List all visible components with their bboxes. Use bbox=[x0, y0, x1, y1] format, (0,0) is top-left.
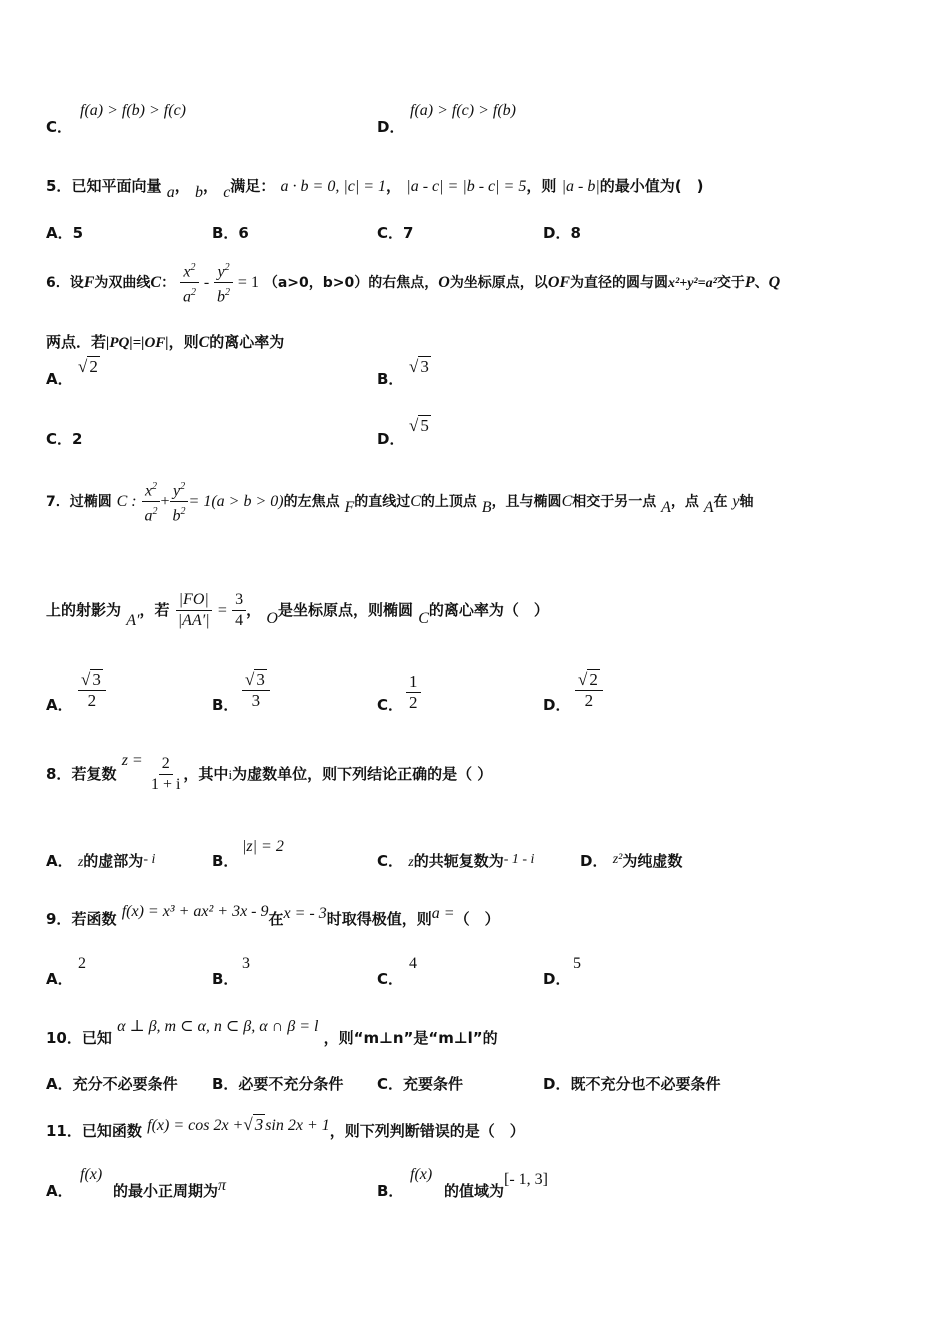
q8-option-d[interactable] bbox=[580, 850, 682, 871]
q7-line2-text-a: 上的射影为 bbox=[46, 601, 122, 619]
q11-text-2: ，则下列判断错误的是（ ） bbox=[329, 1122, 525, 1140]
q7-eq-x-fraction: $\frac{x^2}{a^2}$ bbox=[142, 477, 161, 527]
q8-option-d-z: z² bbox=[612, 852, 623, 867]
q9-text-2: 在 bbox=[268, 910, 284, 928]
q6-option-c[interactable]: C．2 bbox=[46, 430, 83, 448]
q7-text-2: 的左焦点 bbox=[283, 493, 340, 510]
q7-eq-y-fraction: $\frac{y^2}{b^2}$ bbox=[170, 477, 189, 527]
q7-stem-line-1 bbox=[46, 477, 754, 527]
q6-stem-line-1 bbox=[46, 258, 780, 308]
q8-option-a[interactable] bbox=[46, 850, 155, 871]
q8-option-b-value: |z| = 2 bbox=[242, 838, 284, 855]
q5-text-3: ，则 bbox=[526, 177, 557, 195]
q6-eq-minus: - bbox=[203, 273, 210, 291]
q7-c-3: C bbox=[418, 610, 429, 627]
q7-a: A bbox=[661, 498, 671, 516]
q7-ratio-denominator: |AA′| bbox=[177, 612, 210, 629]
q7-sep: ， bbox=[246, 601, 262, 619]
q8-fraction-numerator: 2 bbox=[159, 754, 173, 775]
q11-option-b-f: f(x) bbox=[410, 1166, 433, 1183]
q9-option-a-label[interactable]: A． bbox=[46, 970, 73, 988]
q5-text-4: 的最小值为( ) bbox=[599, 177, 704, 195]
q9-number: 9． bbox=[46, 910, 72, 928]
q8-option-a-z: z bbox=[77, 855, 84, 870]
q10-option-a[interactable]: A．充分不必要条件 bbox=[46, 1075, 178, 1093]
q6-c-2: C bbox=[198, 334, 210, 351]
q6-eq-y: y bbox=[217, 263, 225, 281]
q6-option-d-value: √ 5 bbox=[409, 416, 429, 435]
q8-text-1: 若复数 bbox=[71, 765, 117, 783]
q7-eq-a: a bbox=[144, 507, 153, 525]
q11-option-b-label[interactable]: B． bbox=[377, 1182, 404, 1200]
q7-eq-y: y bbox=[172, 482, 181, 500]
q6-text-8: 、 bbox=[754, 274, 769, 291]
q8-text-2: ，其中 bbox=[183, 765, 229, 783]
q5-number: 5． bbox=[46, 177, 72, 195]
q11-text-1: 已知函数 bbox=[81, 1122, 142, 1140]
q7-option-b-value: $\frac{√ 3}{3}$ bbox=[242, 670, 270, 711]
q7-o: O bbox=[266, 610, 278, 627]
q7-stem-line-2 bbox=[46, 590, 549, 631]
q7-ratio-numerator: |FO| bbox=[176, 590, 212, 611]
q9-text-4: （ ） bbox=[454, 910, 500, 928]
q7-eq-lead: C : bbox=[116, 492, 137, 510]
q7-f: F bbox=[344, 498, 355, 516]
q4-option-d-label[interactable]: D． bbox=[377, 118, 405, 136]
q7-option-a-value: $\frac{√ 3}{2}$ bbox=[78, 670, 106, 711]
q9-option-c-value: 4 bbox=[409, 955, 417, 972]
q9-option-b-value: 3 bbox=[242, 955, 250, 972]
q6-text-5: 为坐标原点，以 bbox=[449, 274, 548, 291]
q7-ratio-value-numerator: 3 bbox=[232, 590, 246, 611]
q8-fraction-denominator: 1 + i bbox=[150, 776, 181, 793]
q10-option-d[interactable]: D．既不充分也不必要条件 bbox=[543, 1075, 721, 1093]
q6-stem-line-2 bbox=[46, 331, 284, 352]
q7-option-c-label[interactable]: C． bbox=[377, 696, 404, 714]
q10-text-1: 已知 bbox=[81, 1029, 112, 1047]
q8-option-d-label[interactable]: D． bbox=[580, 852, 608, 870]
q7-y: y bbox=[732, 492, 740, 510]
q8-option-c-value: - 1 - i bbox=[503, 852, 535, 867]
q8-i: i bbox=[228, 767, 233, 782]
q6-number: 6． bbox=[46, 274, 70, 291]
q6-of: OF bbox=[547, 273, 571, 291]
q6-eq-rhs: = 1 bbox=[237, 273, 259, 291]
q6-option-a-value: √ 2 bbox=[78, 357, 98, 376]
q4-option-c-math: f(a) > f(b) > f(c) bbox=[80, 102, 186, 119]
q9-text-3: 时取得极值，则 bbox=[326, 910, 432, 928]
q7-text-3: 的直线过 bbox=[354, 493, 411, 510]
q9-option-c-label[interactable]: C． bbox=[377, 970, 404, 988]
q6-text-3: ： bbox=[161, 274, 176, 291]
q4-option-c-label[interactable]: C． bbox=[46, 118, 73, 136]
q11-option-b-value: [- 1, 3] bbox=[504, 1171, 548, 1188]
q5-option-b[interactable]: B．6 bbox=[212, 224, 249, 242]
q5-condition-1: a · b = 0, |c| = 1 bbox=[280, 178, 387, 195]
q11-option-a-label[interactable]: A． bbox=[46, 1182, 73, 1200]
q6-text-7: 交于 bbox=[716, 274, 745, 291]
q9-option-a-value: 2 bbox=[78, 955, 86, 972]
q8-option-a-text: 的虚部为 bbox=[83, 852, 144, 870]
q7-a-prime: A′ bbox=[126, 612, 140, 629]
q6-eq-x-fraction: $\frac{x^2}{a^2}$ bbox=[180, 258, 199, 308]
q6-text-4: （a>0，b>0）的右焦点， bbox=[263, 274, 439, 291]
q11-stem bbox=[46, 1115, 525, 1141]
q11-option-b-text: 的值域为[- 1, 3] bbox=[444, 1171, 548, 1200]
q5-sep-3: ， bbox=[386, 177, 402, 195]
q7-eq-rhs: = 1(a > b > 0) bbox=[188, 492, 284, 510]
q10-text-2: ，则“m⊥n”是“m⊥l”的 bbox=[323, 1029, 498, 1047]
q6-c: C bbox=[150, 273, 162, 291]
q9-stem bbox=[46, 903, 500, 929]
q7-c-2: C bbox=[561, 492, 573, 510]
q5-stem bbox=[46, 175, 704, 201]
q6-eq-b: b bbox=[217, 288, 226, 306]
q6-option-b-value: √ 3 bbox=[409, 357, 429, 376]
q6-f: F bbox=[83, 273, 95, 291]
q8-option-c[interactable] bbox=[377, 850, 534, 871]
q8-stem bbox=[46, 754, 492, 795]
q7-number: 7． bbox=[46, 493, 70, 510]
q10-option-b[interactable]: B．必要不充分条件 bbox=[212, 1075, 344, 1093]
q5-option-a[interactable]: A．5 bbox=[46, 224, 84, 242]
q5-sep-2: ， bbox=[202, 177, 218, 195]
q4-option-d-math: f(a) > f(c) > f(b) bbox=[410, 102, 516, 119]
q7-eq-x: x bbox=[144, 482, 153, 500]
q6-circle-eq: x²+y²=a² bbox=[668, 275, 717, 291]
q8-option-d-text: 为纯虚数 bbox=[622, 852, 683, 870]
q6-option-d-label[interactable]: D． bbox=[377, 430, 405, 448]
q7-text-1: 过椭圆 bbox=[69, 493, 112, 510]
q7-text-8: 在 bbox=[713, 493, 728, 510]
q9-text-1: 若函数 bbox=[71, 910, 117, 928]
q6-line2-text-c: 的离心率为 bbox=[209, 333, 285, 351]
q7-line2-text-d: 的离心率为（ ） bbox=[428, 601, 549, 619]
q7-eq-plus: + bbox=[160, 492, 170, 510]
q7-option-a-label[interactable]: A． bbox=[46, 696, 73, 714]
q7-ratio-value-denominator: 4 bbox=[235, 612, 244, 629]
q6-condition: |PQ|=|OF| bbox=[106, 335, 169, 351]
q10-number: 10． bbox=[46, 1029, 82, 1047]
q7-eq-b: b bbox=[172, 507, 181, 525]
q10-condition: α ⊥ β, m ⊂ α, n ⊂ β, α ∩ β = l bbox=[117, 1018, 319, 1035]
q5-vec-c: c bbox=[223, 184, 231, 201]
q9-option-d-value: 5 bbox=[573, 955, 581, 972]
q11-option-a-text: 的最小正周期为π bbox=[113, 1177, 227, 1200]
q7-ratio-fraction bbox=[175, 590, 213, 631]
q6-eq-y-fraction: $\frac{y^2}{b^2}$ bbox=[214, 258, 233, 308]
q9-option-d-label[interactable]: D． bbox=[543, 970, 571, 988]
q8-option-c-label[interactable]: C． bbox=[377, 852, 404, 870]
q8-z: z = bbox=[121, 752, 143, 769]
q8-fraction bbox=[148, 754, 183, 795]
q8-option-c-text: 的共轭复数为 bbox=[413, 852, 504, 870]
q7-line2-text-c: 是坐标原点，则椭圆 bbox=[277, 601, 413, 619]
q11-function: f(x) = cos 2x +√ 3 sin 2x + 1 bbox=[147, 1115, 330, 1134]
q7-ratio-value bbox=[232, 590, 246, 631]
q7-option-d-value: $\frac{√ 2}{2}$ bbox=[575, 670, 603, 711]
q6-text-2: 为双曲线 bbox=[94, 274, 151, 291]
q5-option-c[interactable]: C．7 bbox=[377, 224, 414, 242]
q8-option-a-value: - i bbox=[143, 852, 156, 867]
q11-option-a-value: π bbox=[218, 1177, 227, 1194]
q6-eq-a: a bbox=[182, 288, 191, 306]
q6-text-6: 为直径的圆与圆 bbox=[570, 274, 669, 291]
q7-text-7: ，点 bbox=[670, 493, 699, 510]
q5-vec-a: a bbox=[166, 184, 175, 201]
q6-option-a-label[interactable]: A． bbox=[46, 370, 73, 388]
q11-option-a-f: f(x) bbox=[80, 1166, 103, 1183]
q7-option-d-label[interactable]: D． bbox=[543, 696, 571, 714]
q6-option-b-label[interactable]: B． bbox=[377, 370, 404, 388]
q9-function: f(x) = x³ + ax² + 3x - 9 bbox=[121, 903, 269, 920]
q11-number: 11． bbox=[46, 1122, 82, 1140]
q7-ratio-equals: = bbox=[217, 602, 227, 619]
q7-c: C bbox=[410, 492, 421, 510]
q7-a-2: A bbox=[703, 498, 714, 516]
q7-b: B bbox=[481, 498, 492, 516]
q5-text-2: 满足： bbox=[230, 177, 276, 195]
q8-option-b-label[interactable]: B． bbox=[212, 852, 239, 870]
q6-line2-text-b: ，则 bbox=[168, 333, 199, 351]
q5-vec-b: b bbox=[194, 184, 203, 201]
q7-line2-text-b: ，若 bbox=[139, 601, 170, 619]
q5-expression: |a - b| bbox=[561, 178, 600, 195]
q7-text-5: ，且与椭圆 bbox=[491, 493, 562, 510]
q6-o: O bbox=[438, 273, 450, 291]
q8-text-3: 为虚数单位，则下列结论正确的是（ ） bbox=[232, 765, 493, 783]
q6-eq-x: x bbox=[183, 263, 191, 281]
q9-option-b-label[interactable]: B． bbox=[212, 970, 239, 988]
q9-x-value: x = - 3 bbox=[283, 905, 327, 922]
q6-p: P bbox=[744, 273, 755, 291]
q7-text-9: 轴 bbox=[739, 493, 754, 510]
q8-number: 8． bbox=[46, 765, 72, 783]
q7-text-6: 相交于另一点 bbox=[572, 493, 657, 510]
q7-text-4: 的上顶点 bbox=[420, 493, 477, 510]
q5-sep-1: ， bbox=[174, 177, 190, 195]
q5-condition-2: |a - c| = |b - c| = 5 bbox=[406, 178, 527, 195]
q7-option-b-label[interactable]: B． bbox=[212, 696, 239, 714]
q8-option-a-label[interactable]: A． bbox=[46, 852, 73, 870]
q5-text-1: 已知平面向量 bbox=[71, 177, 162, 195]
q6-q: Q bbox=[768, 273, 781, 291]
q5-option-d[interactable]: D．8 bbox=[543, 224, 581, 242]
q6-line2-text-a: 两点．若 bbox=[46, 333, 107, 351]
q6-text-1: 设 bbox=[69, 274, 84, 291]
q10-stem bbox=[46, 1018, 498, 1048]
q9-a: a = bbox=[431, 905, 455, 922]
q7-option-c-value: $\frac{1}{2}$ bbox=[406, 672, 421, 713]
q8-option-c-z: z bbox=[408, 855, 414, 870]
q10-option-c[interactable]: C．充要条件 bbox=[377, 1075, 464, 1093]
